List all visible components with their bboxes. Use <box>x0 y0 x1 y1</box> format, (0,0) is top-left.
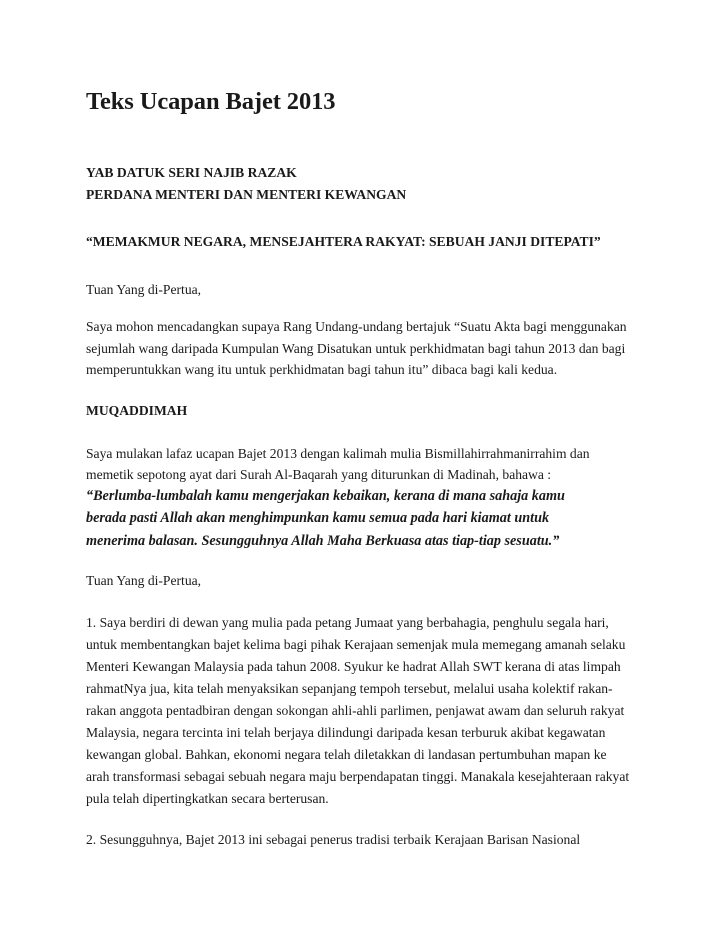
paragraph-line: Malaysia, negara tercinta ini telah berjaya dilindungi daripada kesan terburuk akibat kegawatan <box>86 725 606 740</box>
paragraph-line: arah transformasi sebagai sebuah negara maju berpendapatan tinggi. Manakala kesejahteraan rakyat <box>86 769 630 784</box>
speaker-name: YAB DATUK SERI NAJIB RAZAK <box>86 165 297 180</box>
paragraph-line: Menteri Kewangan Malaysia pada tahun 2008. Syukur ke hadrat Allah SWT kerana di atas limpah <box>86 659 621 674</box>
budget-theme: “MEMAKMUR NEGARA, MENSEJAHTERA RAKYAT: SEBUAH JANJI DITEPATI” <box>86 234 601 249</box>
paragraph-line: 2. Sesungguhnya, Bajet 2013 ini sebagai penerus tradisi terbaik Kerajaan Barisan Nasional <box>86 832 581 847</box>
quote-line: menerima balasan. Sesungguhnya Allah Maha Berkuasa atas tiap-tiap sesuatu.” <box>86 533 560 549</box>
paragraph-line: memperuntukkan wang itu untuk perkhidmatan bagi tahun itu” dibaca bagi kali kedua. <box>86 362 558 377</box>
speaker-role: PERDANA MENTERI DAN MENTERI KEWANGAN <box>86 187 407 202</box>
section-heading: MUQADDIMAH <box>86 403 188 418</box>
paragraph-line: 1. Saya berdiri di dewan yang mulia pada petang Jumaat yang berbahagia, penghulu segala hari, <box>86 615 609 630</box>
paragraph-line: rakan anggota pentadbiran dengan sokongan ahli-ahli parlimen, penjawat awam dan seluruh rakyat <box>86 703 625 718</box>
paragraph-line: pula telah dipertingkatkan secara berterusan. <box>86 791 329 806</box>
quote-line: berada pasti Allah akan menghimpunkan kamu semua pada hari kiamat untuk <box>86 510 550 526</box>
paragraph-line: kewangan global. Bahkan, ekonomi negara telah diletakkan di landasan pertumbuhan mapan ke <box>86 747 607 762</box>
paragraph-line: rahmatNya jua, kita telah menyaksikan sepanjang tempoh tersebut, melalui usaha kolektif rakan- <box>86 681 613 696</box>
salutation: Tuan Yang di-Pertua, <box>86 573 202 588</box>
paragraph-line: untuk membentangkan bajet kelima bagi pihak Kerajaan semenjak mula memegang amanah selaku <box>86 637 626 652</box>
paragraph-line: Saya mulakan lafaz ucapan Bajet 2013 dengan kalimah mulia Bismillahirrahmanirrahim dan <box>86 446 590 461</box>
salutation: Tuan Yang di-Pertua, <box>86 282 202 297</box>
document-title: Teks Ucapan Bajet 2013 <box>86 88 336 115</box>
paragraph-line: sejumlah wang daripada Kumpulan Wang Disatukan untuk perkhidmatan bagi tahun 2013 dan bagi <box>86 341 626 356</box>
paragraph-line: memetik sepotong ayat dari Surah Al-Baqarah yang diturunkan di Madinah, bahawa : <box>86 467 552 482</box>
paragraph-line: Saya mohon mencadangkan supaya Rang Undang-undang bertajuk “Suatu Akta bagi menggunakan <box>86 319 627 334</box>
quote-line: “Berlumba-lumbalah kamu mengerjakan kebaikan, kerana di mana sahaja kamu <box>86 488 565 504</box>
